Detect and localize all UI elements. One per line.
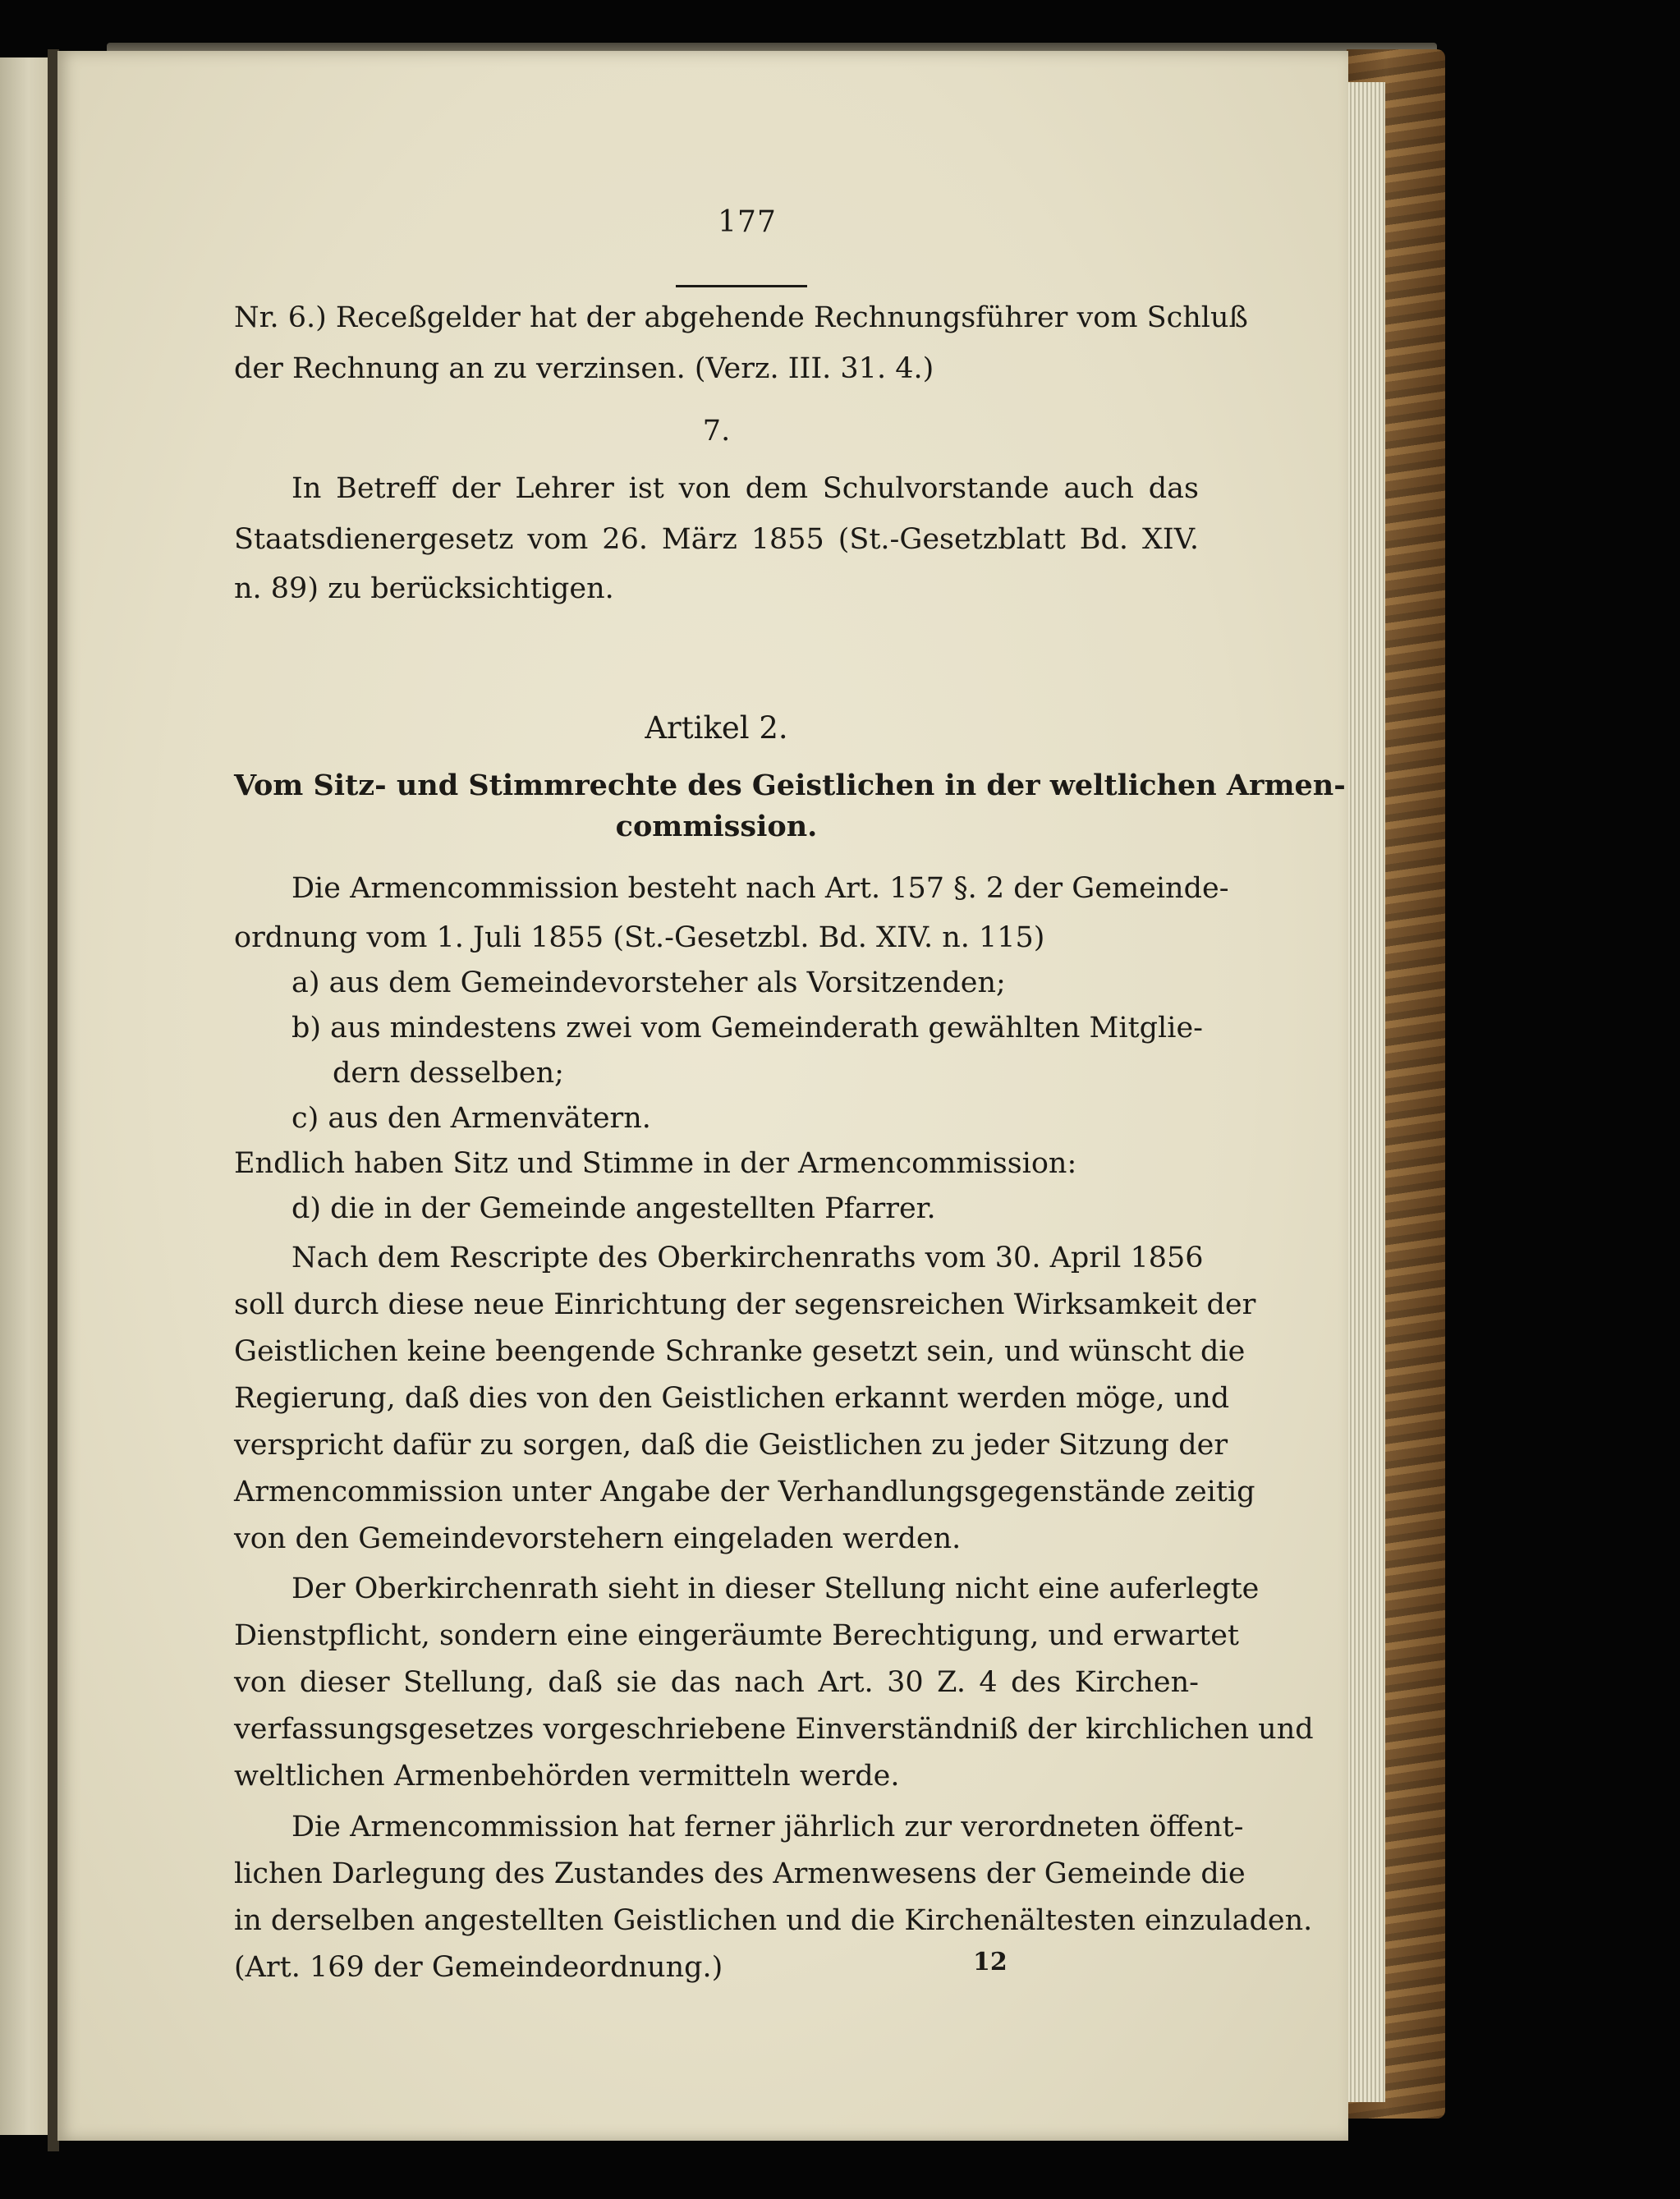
text-line: Endlich haben Sitz und Stimme in der Armencommission: <box>234 1147 1077 1180</box>
book-page <box>57 51 1348 2141</box>
list-item: d) die in der Gemeinde angestellten Pfarrer. <box>291 1192 936 1225</box>
page-number-rule <box>676 285 807 287</box>
text-line: in derselben angestellten Geistlichen und die Kirchenältesten einzuladen. <box>234 1904 1313 1937</box>
list-item: a) aus dem Gemeindevorsteher als Vorsitzenden; <box>291 966 1006 999</box>
text-line: der Rechnung an zu verzinsen. (Verz. III. 31. 4.) <box>234 352 934 385</box>
page-edges <box>1347 82 1385 2102</box>
text-line: n. 89) zu berücksichtigen. <box>234 572 614 605</box>
text-line: verfassungsgesetzes vorgeschriebene Einverständniß der kirchlichen und <box>234 1713 1314 1746</box>
text-line: von den Gemeindevorstehern eingeladen werden. <box>234 1522 962 1555</box>
text-line: Armencommission unter Angabe der Verhandlungsgegenstände zeitig <box>234 1476 1255 1508</box>
text-line: Regierung, daß dies von den Geistlichen erkannt werden möge, und <box>234 1382 1230 1415</box>
text-line: Nach dem Rescripte des Oberkirchenraths vom 30. April 1856 <box>291 1242 1204 1274</box>
previous-leaf-edge <box>0 57 49 2135</box>
signature-mark: 12 <box>973 1948 1008 1976</box>
text-line: Staatsdienergesetz vom 26. März 1855 (St.-Gesetzblatt Bd. XIV. <box>234 523 1199 556</box>
page-number: 177 <box>718 205 777 239</box>
text-line: ordnung vom 1. Juli 1855 (St.-Gesetzbl. Bd. XIV. n. 115) <box>234 921 1045 954</box>
section-number: 7. <box>702 415 731 448</box>
article-heading: commission. <box>615 810 818 843</box>
article-title: Artikel 2. <box>645 710 788 746</box>
text-line: Geistlichen keine beengende Schranke gesetzt sein, und wünscht die <box>234 1335 1246 1368</box>
text-line: Die Armencommission hat ferner jährlich zur verordneten öffent- <box>291 1811 1244 1843</box>
text-line: (Art. 169 der Gemeindeordnung.) <box>234 1951 723 1984</box>
text-line: Nr. 6.) Receßgelder hat der abgehende Rechnungsführer vom Schluß <box>234 301 1248 334</box>
text-line: weltlichen Armenbehörden vermitteln werde. <box>234 1760 900 1793</box>
list-item: dern desselben; <box>333 1057 564 1090</box>
text-line: soll durch diese neue Einrichtung der segensreichen Wirksamkeit der <box>234 1288 1256 1321</box>
article-heading: Vom Sitz- und Stimmrechte des Geistlichen in der weltlichen Armen- <box>234 769 1346 802</box>
list-item: b) aus mindestens zwei vom Gemeinderath gewählten Mitglie- <box>291 1012 1203 1044</box>
list-item: c) aus den Armenvätern. <box>291 1102 651 1135</box>
text-line: von dieser Stellung, daß sie das nach Art. 30 Z. 4 des Kirchen- <box>234 1666 1199 1699</box>
text-line: lichen Darlegung des Zustandes des Armenwesens der Gemeinde die <box>234 1857 1246 1890</box>
text-line: verspricht dafür zu sorgen, daß die Geistlichen zu jeder Sitzung der <box>234 1429 1228 1462</box>
text-line: Der Oberkirchenrath sieht in dieser Stellung nicht eine auferlegte <box>291 1572 1260 1605</box>
text-line: Dienstpflicht, sondern eine eingeräumte Berechtigung, und erwartet <box>234 1619 1239 1652</box>
text-line: Die Armencommission besteht nach Art. 157 §. 2 der Gemeinde- <box>291 872 1229 905</box>
text-line: In Betreff der Lehrer ist von dem Schulvorstande auch das <box>291 472 1199 505</box>
